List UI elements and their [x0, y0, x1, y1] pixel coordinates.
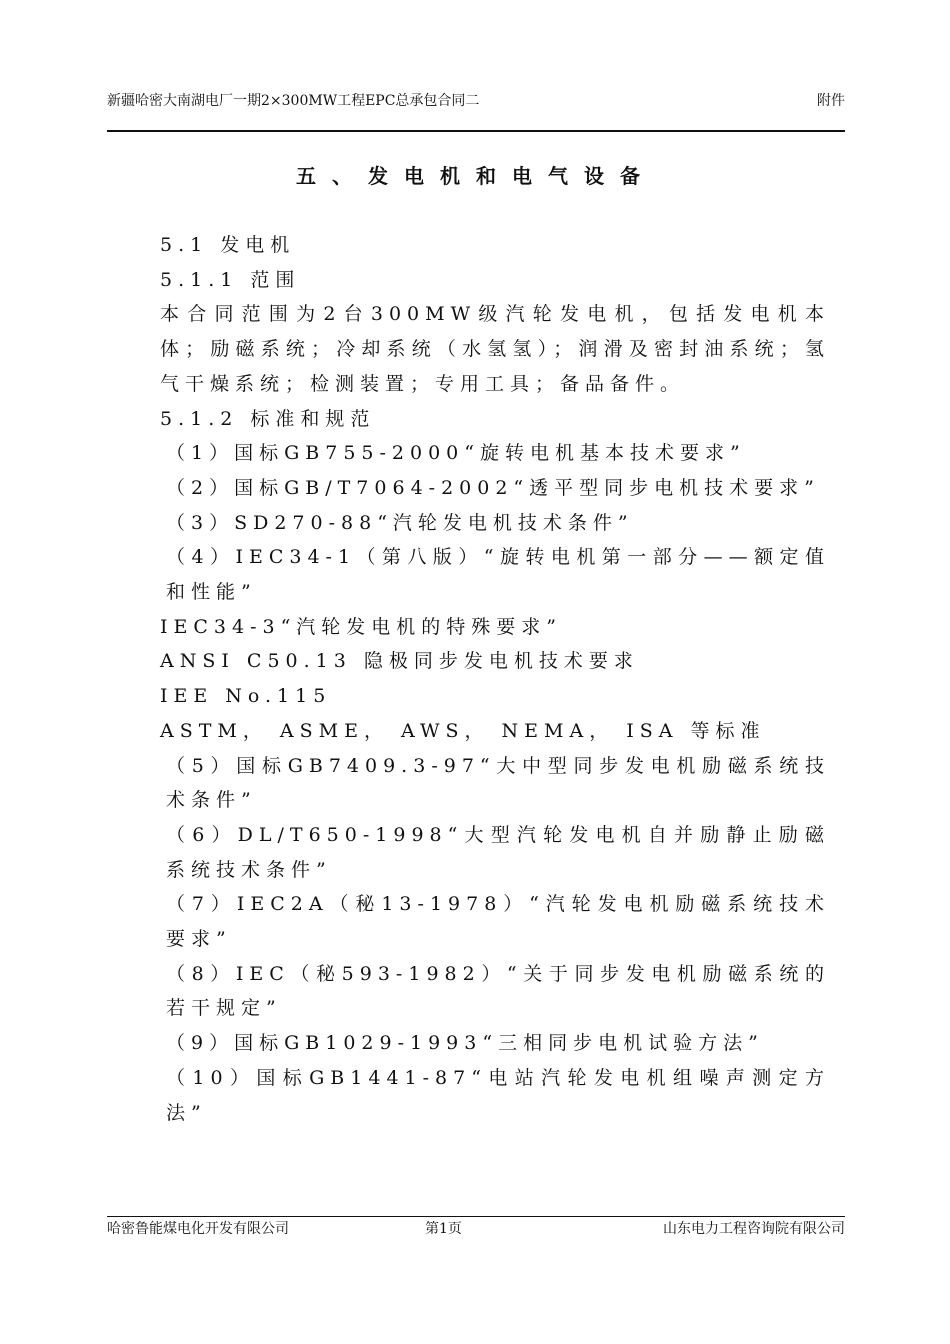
document-body — [108, 228, 830, 1130]
footer-divider — [107, 1216, 845, 1217]
standard-item-2: （2）国标GB/T7064-2002“透平型同步电机技术要求” — [166, 476, 820, 499]
standard-item-9: （9）国标GB1029-1993“三相同步电机试验方法” — [166, 1032, 764, 1055]
heading-5-1-1: 5.1.1 范围 — [160, 268, 301, 291]
page-footer — [107, 1218, 845, 1240]
header-contract-title: 新疆哈密大南湖电厂一期2×300MW工程EPC总承包合同二 — [107, 93, 480, 109]
standard-ansi: ANSI C50.13 隐极同步发电机技术要求 — [160, 650, 639, 673]
heading-5-1: 5.1 发电机 — [160, 234, 296, 256]
section-title: 五、发电机和电气设备 — [296, 164, 656, 188]
heading-5-1-2: 5.1.2 标准和规范 — [160, 407, 376, 430]
standard-astm-etc: ASTM， ASME， AWS， NEMA， ISA 等标准 — [160, 719, 766, 742]
standard-iee: IEE No.115 — [160, 685, 332, 708]
page-header — [107, 90, 845, 132]
header-attachment-label: 附件 — [817, 93, 845, 109]
header-divider — [107, 130, 845, 132]
standard-item-7: （7）IEC2A（秘13-1978）“汽轮发电机励磁系统技术要求” — [166, 893, 830, 951]
standard-item-10: （10）国标GB1441-87“电站汽轮发电机组噪声测定方法” — [166, 1066, 830, 1124]
standard-item-5: （5）国标GB7409.3-97“大中型同步发电机励磁系统技术条件” — [166, 754, 830, 812]
standard-item-3: （3）SD270-88“汽轮发电机技术条件” — [166, 511, 634, 534]
page-number: 第1页 — [425, 1221, 462, 1237]
scope-paragraph: 本合同范围为2台300MW级汽轮发电机，包括发电机本体；励磁系统；冷却系统（水氢氢）；润滑及密封油系统；氢气干燥系统；检测装置；专用工具；备品备件。 — [160, 303, 830, 395]
standard-item-8: （8）IEC（秘593-1982）“关于同步发电机励磁系统的若干规定” — [166, 962, 830, 1020]
footer-contractor: 山东电力工程咨询院有限公司 — [663, 1221, 845, 1237]
standard-iec34-3: IEC34-3“汽轮发电机的特殊要求” — [160, 615, 563, 638]
standard-item-1: （1）国标GB755-2000“旋转电机基本技术要求” — [166, 442, 746, 465]
footer-client: 哈密鲁能煤电化开发有限公司 — [107, 1221, 289, 1237]
standard-item-6: （6）DL/T650-1998“大型汽轮发电机自并励静止励磁系统技术条件” — [166, 823, 830, 881]
standard-item-4: （4）IEC34-1（第八版）“旋转电机第一部分——额定值和性能” — [166, 546, 830, 604]
